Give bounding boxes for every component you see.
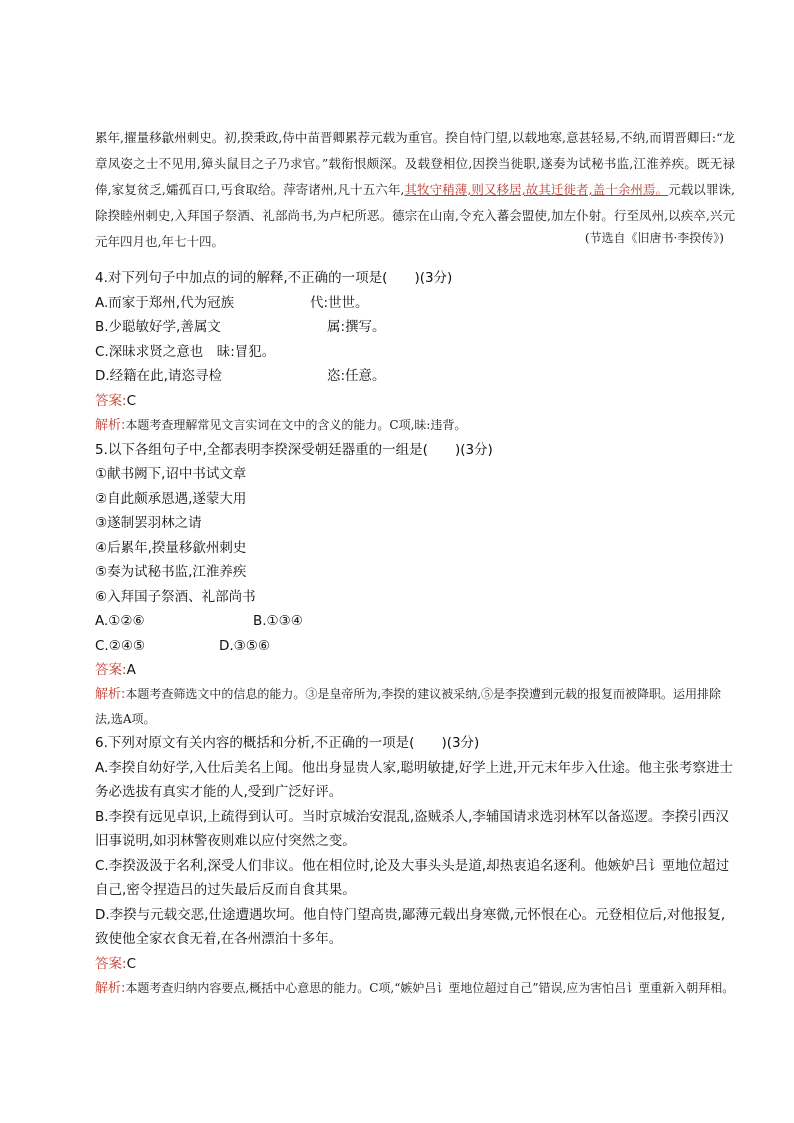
q6-stem: 6.下列对原文有关内容的概括和分析,不正确的一项是( )(3分) [95,735,480,751]
q6-option-a: A.李揆自幼好学,入仕后美名上闻。他出身显贵人家,聪明敏捷,好学上进,开元末年步入仕途。他主张考察进士务必选拔有真实才能的人,受到广泛好评。 [95,759,733,800]
q5-option-d: D.③⑤⑥ [219,637,270,654]
q6-option-d: D.李揆与元载交恶,仕途遭遇坎坷。他自恃门望高贵,鄙薄元载出身寒微,元怀恨在心。元登相位后,对他报复,致使他全家衣食无着,在各州漂泊十多年。 [95,906,726,947]
passage-text-part1: 累年,擢量移歙州刺史。初,揆秉政,侍中苗晋卿累荐元载为重官。揆自恃门望,以载地寒,意甚轻易,不纳,而谓晋卿曰:“龙章凤姿之士不见用,獐头鼠目之子乃求官。”载衔恨颇深。及载登相位,因揆当徙职,遂奏为试秘书监,江淮养疾。既无禄俸,家复贫乏,孀孤百口,丐食取给。萍寄诸州,凡十五六年, [95,130,735,197]
q5-options-row1 [95,609,735,634]
q4-option-a: A.而家于郑州,代为冠族 代:世世。 [95,294,369,311]
passage-source: (节选自《旧唐书·李揆传》) [584,231,724,245]
q5-item-6: ⑥入拜国子祭酒、礼部尚书 [95,588,256,605]
q5-item-3: ③遂制罢羽林之请 [95,515,202,531]
q4-explanation: 解析:本题考查理解常见文言实词在文中的含义的能力。C项,昧:违背。 [95,417,467,433]
q4-option-c: C.深昧求贤之意也 昧:冒犯。 [95,343,276,360]
q5-option-c: C.②④⑤ [95,637,146,654]
q6-option-b: B.李揆有远见卓识,上疏得到认可。当时京城治安混乱,盗贼杀人,李辅国请求选羽林军以备巡逻。李揆引西汉旧事说明,如羽林警夜则难以应付突然之变。 [95,808,729,849]
q6-option-c: C.李揆汲汲于名利,深受人们非议。他在相位时,论及大事头头是道,却热衷追名逐利。他嫉妒吕讠垔地位超过自己,密令捏造吕的过失最后反而自食其果。 [95,857,730,898]
q4-option-b: B.少聪敏好学,善属文 属:撰写。 [95,319,386,335]
q6-answer: 答案:C [95,955,136,972]
questions-section [95,266,735,1001]
q5-option-b: B.①③④ [253,613,303,629]
q4-option-d: D.经籍在此,请恣寻检 恣:任意。 [95,368,386,384]
passage-highlight: 其牧守稍薄,则又移居,故其迁徙者,盖十余州焉。 [404,182,669,197]
q4-stem: 4.对下列句子中加点的词的解释,不正确的一项是( )(3分) [95,270,453,286]
q5-options-row2 [95,634,735,659]
q6-explanation: 解析:本题考查归纳内容要点,概括中心意思的能力。C项,“嫉妒吕讠垔地位超过自己”错误,应为害怕吕讠垔重新入朝拜相。 [95,980,735,996]
q4-answer: 答案:C [95,392,136,409]
q5-stem: 5.以下各组句子中,全都表明李揆深受朝廷器重的一组是( )(3分) [95,441,493,458]
q5-answer: 答案:A [95,662,136,678]
q5-item-1: ①献书阙下,诏中书试文章 [95,466,247,482]
q5-item-2: ②自此颇承恩遇,遂蒙大用 [95,490,247,507]
q5-item-4: ④后累年,揆量移歙州刺史 [95,539,247,556]
passage-text-part2: 元载以罪诛,除揆睦州刺史,入拜国子祭酒、礼部尚书,为卢杞所恶。德宗在山南,令充入蕃会盟使,加左仆射。行至凤州,以疾卒,兴元元年四月也,年七十四。 [95,182,735,249]
q5-option-a: A.①②⑥ [95,613,145,629]
q5-explanation: 解析:本题考查筛选文中的信息的能力。③是皇帝所为,李揆的建议被采纳,⑤是李揆遭到元载的报复而被降职。运用排除法,选A项。 [95,687,722,726]
q5-item-5: ⑤奏为试秘书监,江淮养疾 [95,564,247,580]
